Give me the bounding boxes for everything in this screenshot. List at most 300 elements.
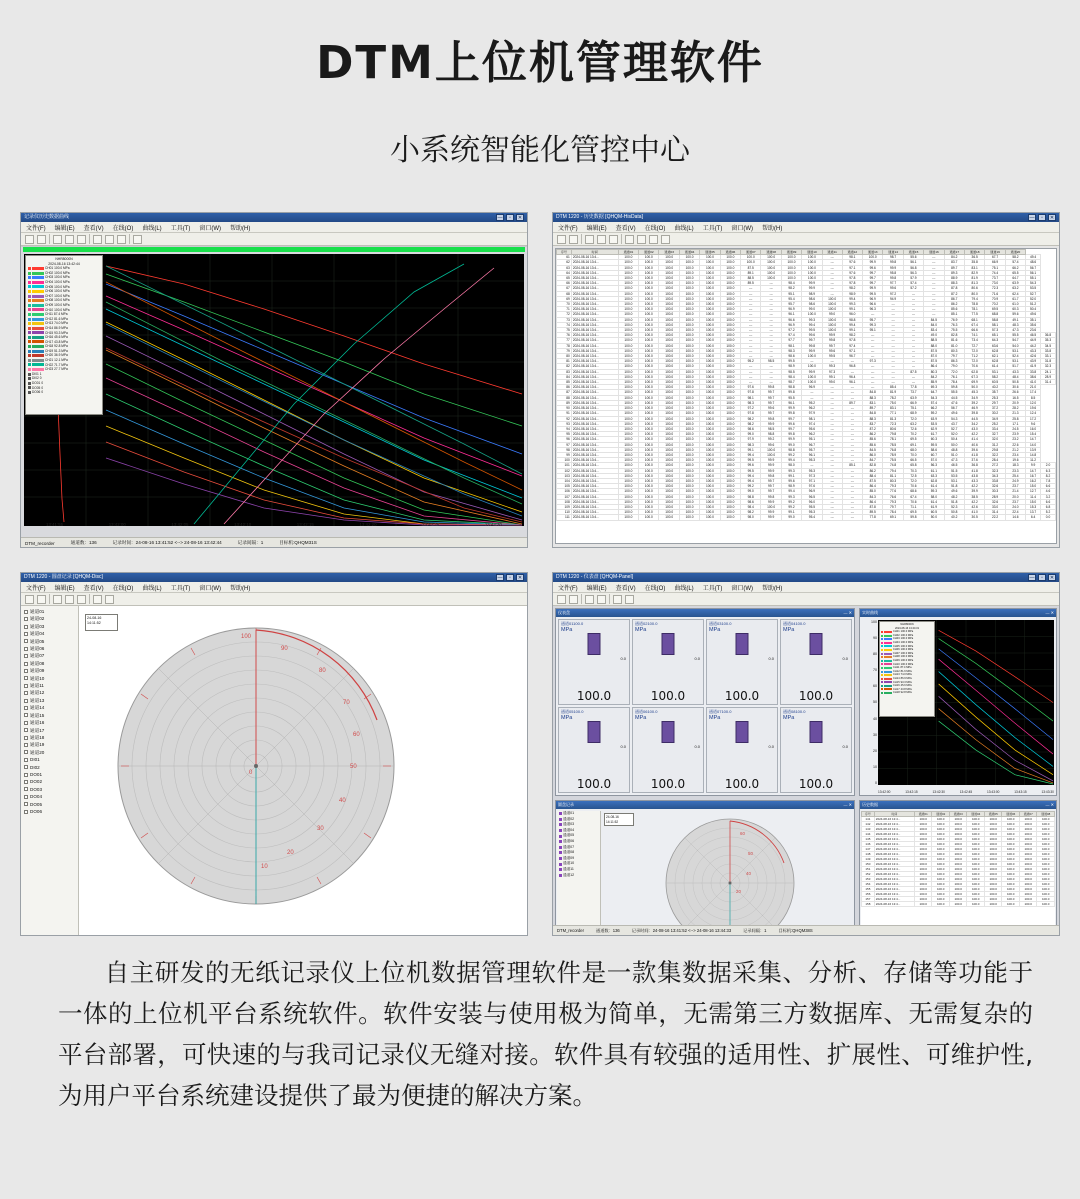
cell-value: 100.0 bbox=[1037, 827, 1055, 832]
cell-time: 2024-08-16 13:4... bbox=[874, 887, 914, 892]
menu-edit[interactable]: 编辑(E) bbox=[54, 585, 75, 592]
table-row[interactable] bbox=[862, 887, 1055, 892]
channel-label: 通道14 bbox=[30, 705, 45, 711]
channel-list-item[interactable] bbox=[24, 675, 78, 682]
save-icon[interactable] bbox=[569, 235, 578, 244]
cell-value: 99.1 bbox=[822, 374, 842, 379]
col-ch08[interactable]: 通道08 bbox=[761, 250, 781, 255]
legend-value: 87.4 MPa bbox=[53, 312, 68, 317]
gauge-tile[interactable] bbox=[780, 619, 852, 705]
cell-time: 2024-08-16 13:4... bbox=[571, 437, 618, 442]
menu-file[interactable]: 文件(F) bbox=[26, 585, 46, 592]
panel-controls[interactable] bbox=[1046, 609, 1054, 617]
cell-value: 100.0 bbox=[822, 307, 842, 312]
channel-list-item[interactable] bbox=[24, 778, 78, 785]
checkbox-icon[interactable] bbox=[24, 639, 28, 643]
cell-value: --- bbox=[761, 338, 781, 343]
gauge-tile[interactable] bbox=[558, 707, 630, 793]
maximize-icon[interactable]: ▫ bbox=[506, 574, 514, 581]
panel-minimize-icon[interactable]: — bbox=[1045, 802, 1050, 807]
table-row[interactable] bbox=[862, 862, 1055, 867]
menu-view[interactable]: 查看(V) bbox=[83, 585, 104, 592]
menu-help[interactable]: 帮助(H) bbox=[230, 585, 251, 592]
window-controls[interactable] bbox=[1028, 214, 1056, 221]
legend-bar bbox=[32, 336, 44, 339]
cell-value: 29.7 bbox=[985, 400, 1005, 405]
legend-value: 100.0 MPa bbox=[900, 651, 914, 655]
col-ch03[interactable]: 通道03 bbox=[659, 250, 679, 255]
cell-value: 61.7 bbox=[1005, 296, 1025, 301]
menu-window[interactable]: 窗口(W) bbox=[199, 585, 222, 592]
table-row[interactable] bbox=[862, 877, 1055, 882]
cell-value: 97.9 bbox=[802, 411, 822, 416]
cell-value: 95.3 bbox=[802, 468, 822, 473]
close-icon[interactable]: ✕ bbox=[517, 575, 523, 581]
checkbox-icon[interactable] bbox=[24, 713, 28, 717]
panel-close-icon[interactable]: ✕ bbox=[1050, 610, 1054, 615]
table-column-header[interactable]: 通道05 bbox=[984, 812, 1002, 817]
channel-list-item[interactable] bbox=[24, 764, 78, 771]
y-tick: 40 bbox=[873, 716, 877, 721]
col-ch20[interactable]: 通道20 bbox=[1005, 250, 1025, 255]
col-ch18[interactable]: 通道18 bbox=[964, 250, 984, 255]
checkbox-icon[interactable] bbox=[24, 625, 28, 629]
pause-icon[interactable] bbox=[105, 235, 114, 244]
cell-value: 97.7 bbox=[883, 281, 903, 286]
next-page-icon[interactable] bbox=[649, 235, 658, 244]
checkbox-icon[interactable] bbox=[24, 750, 28, 754]
cell-value: 98.2 bbox=[741, 421, 761, 426]
paragraph-text: 自主研发的无纸记录仪上位机数据管理软件是一款集数据采集、分析、存储等功能于一体的上位机平台系统软件。软件安装与使用极为简单，无需第三方数据库、无需复杂的平台部署，可快速的与我司记录仪无缝对接。软件具有较强的适用性、扩展性、可维护性,为用户平台系统建设提供了最为便捷的解决方案。 bbox=[58, 958, 1033, 1110]
save-icon[interactable] bbox=[569, 595, 578, 604]
table-row[interactable] bbox=[862, 857, 1055, 862]
menu-tools[interactable]: 工具(T) bbox=[702, 225, 723, 232]
zoom-out-icon[interactable] bbox=[77, 595, 86, 604]
menu-view[interactable]: 查看(V) bbox=[615, 585, 636, 592]
cell-value: --- bbox=[924, 312, 944, 317]
checkbox-icon[interactable] bbox=[24, 610, 28, 614]
checkbox-icon[interactable] bbox=[24, 662, 28, 666]
cell-value: 100.0 bbox=[932, 892, 950, 897]
stop-icon[interactable] bbox=[105, 595, 114, 604]
channel-list-item[interactable] bbox=[24, 741, 78, 748]
cell-value: 100.0 bbox=[659, 333, 679, 338]
cell-value: 87.5 bbox=[741, 265, 761, 270]
col-ch07[interactable]: 通道07 bbox=[741, 250, 761, 255]
print-icon[interactable] bbox=[53, 235, 62, 244]
col-ch16[interactable]: 通道16 bbox=[924, 250, 944, 255]
menu-help[interactable]: 帮助(H) bbox=[762, 225, 783, 232]
cell-value: 53.1 bbox=[1005, 359, 1025, 364]
print-icon[interactable] bbox=[53, 595, 62, 604]
toolbar[interactable] bbox=[21, 593, 527, 606]
minimize-icon[interactable]: — bbox=[497, 575, 503, 581]
menu-file[interactable]: 文件(F) bbox=[26, 225, 46, 232]
trend-plot-area[interactable] bbox=[24, 254, 524, 526]
cell-value: 17.1 bbox=[1005, 421, 1025, 426]
channel-list-item[interactable] bbox=[24, 786, 78, 793]
cell-value: 100.0 bbox=[967, 837, 985, 842]
menu-help[interactable]: 帮助(H) bbox=[762, 585, 783, 592]
channel-list-item[interactable] bbox=[24, 697, 78, 704]
table-column-header[interactable]: 通道01 bbox=[914, 812, 932, 817]
save-icon[interactable] bbox=[37, 235, 46, 244]
col-ch02[interactable]: 通道02 bbox=[639, 250, 659, 255]
table-row[interactable] bbox=[862, 832, 1055, 837]
channel-list-item[interactable] bbox=[24, 727, 78, 734]
legend-channel: CH06 bbox=[893, 648, 900, 652]
table-column-header[interactable]: 通道07 bbox=[1019, 812, 1037, 817]
filter-icon[interactable] bbox=[609, 235, 618, 244]
minimize-icon[interactable]: — bbox=[497, 215, 503, 221]
cell-value: --- bbox=[903, 338, 923, 343]
channel-list-item[interactable] bbox=[24, 793, 78, 800]
col-ch10[interactable]: 通道10 bbox=[802, 250, 822, 255]
table-row[interactable] bbox=[862, 847, 1055, 852]
menu-file[interactable]: 文件(F) bbox=[558, 225, 578, 232]
gauge-tile[interactable] bbox=[780, 707, 852, 793]
table-column-header[interactable]: 通道06 bbox=[1002, 812, 1020, 817]
cell-index: 93 bbox=[557, 421, 572, 426]
cell-value: 96.1 bbox=[781, 312, 801, 317]
cell-value: 100.0 bbox=[1037, 837, 1055, 842]
channel-list-item[interactable] bbox=[24, 608, 78, 615]
history-table-wrapper[interactable] bbox=[861, 811, 1055, 936]
open-icon[interactable] bbox=[557, 235, 566, 244]
menu-curve[interactable]: 曲线(L) bbox=[142, 225, 162, 232]
channel-list-item[interactable] bbox=[24, 645, 78, 652]
checkbox-icon[interactable] bbox=[24, 765, 28, 769]
col-ch12[interactable]: 通道12 bbox=[842, 250, 862, 255]
zoom-in-icon[interactable] bbox=[65, 595, 74, 604]
window-controls[interactable] bbox=[496, 214, 524, 221]
menu-window[interactable]: 窗口(W) bbox=[199, 225, 222, 232]
panel-controls[interactable] bbox=[1046, 801, 1054, 809]
layout-icon[interactable] bbox=[585, 595, 594, 604]
stop-icon[interactable] bbox=[117, 235, 126, 244]
table-row[interactable] bbox=[862, 837, 1055, 842]
cell-value: 25.8 bbox=[1005, 416, 1025, 421]
table-row[interactable] bbox=[862, 902, 1055, 907]
table-column-header[interactable]: 通道02 bbox=[932, 812, 950, 817]
menu-help[interactable]: 帮助(H) bbox=[230, 225, 251, 232]
gauge-tile[interactable] bbox=[558, 619, 630, 705]
checkbox-icon[interactable] bbox=[24, 787, 28, 791]
legend-title: NHR8000N bbox=[900, 623, 914, 626]
legend-item[interactable] bbox=[881, 691, 933, 695]
maximize-icon[interactable]: ▫ bbox=[1038, 574, 1046, 581]
checkbox-icon[interactable] bbox=[24, 728, 28, 732]
window-title: 记录仪历史数据曲线 bbox=[24, 214, 70, 220]
cell-value: 99.7 bbox=[761, 484, 781, 489]
gauge-tile[interactable] bbox=[706, 707, 778, 793]
panel-minimize-icon[interactable]: — bbox=[843, 802, 848, 807]
legend-item[interactable] bbox=[28, 390, 100, 395]
disc-chart[interactable] bbox=[91, 616, 421, 926]
menu-edit[interactable]: 编辑(E) bbox=[586, 225, 607, 232]
open-icon[interactable] bbox=[557, 595, 566, 604]
checkbox-icon[interactable] bbox=[24, 684, 28, 688]
channel-list-item[interactable] bbox=[24, 749, 78, 756]
cell-time: 2024-08-16 13:4... bbox=[874, 852, 914, 857]
table-row[interactable] bbox=[862, 852, 1055, 857]
checkbox-icon[interactable] bbox=[24, 654, 28, 658]
channel-list-item[interactable] bbox=[24, 615, 78, 622]
checkbox-icon[interactable] bbox=[24, 773, 28, 777]
cell-value: 96.6 bbox=[863, 302, 883, 307]
channel-list-item[interactable] bbox=[24, 704, 78, 711]
menu-edit[interactable]: 编辑(E) bbox=[586, 585, 607, 592]
window-controls[interactable] bbox=[496, 574, 524, 581]
gauge-tile[interactable] bbox=[706, 619, 778, 705]
export-icon[interactable] bbox=[585, 235, 594, 244]
legend-channel: DO06 bbox=[32, 390, 41, 395]
history-table-wrapper[interactable] bbox=[555, 248, 1057, 544]
minimize-icon[interactable]: — bbox=[1029, 575, 1035, 581]
gauge-setpoint: 100.0 bbox=[573, 621, 584, 626]
checkbox-icon[interactable] bbox=[24, 617, 28, 621]
col-ch17[interactable]: 通道17 bbox=[944, 250, 964, 255]
cell-value: 100.0 bbox=[618, 374, 638, 379]
legend-bar bbox=[884, 667, 892, 669]
cell-value: 99.6 bbox=[781, 421, 801, 426]
panel-minimize-icon[interactable]: — bbox=[843, 610, 848, 615]
channel-list-item[interactable] bbox=[24, 808, 78, 815]
menu-online[interactable]: 在线(O) bbox=[112, 225, 134, 232]
channel-list-item[interactable] bbox=[24, 660, 78, 667]
channel-list-item[interactable] bbox=[24, 689, 78, 696]
cell-value: 51.8 bbox=[944, 484, 964, 489]
minimize-icon[interactable]: — bbox=[1029, 215, 1035, 221]
maximize-icon[interactable]: ▫ bbox=[1038, 214, 1046, 221]
table-column-header[interactable]: 通道04 bbox=[967, 812, 985, 817]
cell-value: 100.0 bbox=[1019, 867, 1037, 872]
legend-swatch bbox=[881, 692, 883, 694]
channel-list-item[interactable] bbox=[24, 638, 78, 645]
col-ch01[interactable]: 通道01 bbox=[618, 250, 638, 255]
table-row[interactable] bbox=[557, 515, 1056, 520]
cell-value: 70.6 bbox=[903, 499, 923, 504]
table-column-header[interactable]: 通道08 bbox=[1037, 812, 1055, 817]
last-page-icon[interactable] bbox=[661, 235, 670, 244]
legend-value: 100.0 MPa bbox=[54, 284, 70, 289]
stop-icon[interactable] bbox=[625, 595, 634, 604]
menu-online[interactable]: 在线(O) bbox=[112, 585, 134, 592]
cell-value: 14.7 bbox=[1026, 468, 1041, 473]
table-row[interactable] bbox=[862, 897, 1055, 902]
panel-close-icon[interactable]: ✕ bbox=[1050, 802, 1054, 807]
checkbox-icon[interactable] bbox=[24, 721, 28, 725]
cell-value: 99.6 bbox=[781, 478, 801, 483]
checkbox-icon[interactable] bbox=[24, 802, 28, 806]
legend-bar bbox=[32, 359, 44, 362]
cell-value: 9.6 bbox=[1026, 421, 1041, 426]
menu-file[interactable]: 文件(F) bbox=[558, 585, 578, 592]
cell-value: 100.0 bbox=[984, 887, 1002, 892]
menu-online[interactable]: 在线(O) bbox=[644, 585, 666, 592]
cell-value: 100.0 bbox=[700, 343, 720, 348]
play-icon[interactable] bbox=[93, 235, 102, 244]
checkbox-icon[interactable] bbox=[24, 632, 28, 636]
col-ch04[interactable]: 通道04 bbox=[679, 250, 699, 255]
table-row[interactable] bbox=[862, 842, 1055, 847]
zoom-out-icon[interactable] bbox=[77, 235, 86, 244]
col-ch13[interactable]: 通道13 bbox=[863, 250, 883, 255]
col-ch11[interactable]: 通道11 bbox=[822, 250, 842, 255]
legend-swatch bbox=[28, 267, 31, 270]
table-row[interactable] bbox=[862, 892, 1055, 897]
play-icon[interactable] bbox=[613, 595, 622, 604]
checkbox-icon[interactable] bbox=[24, 699, 28, 703]
table-row[interactable] bbox=[862, 882, 1055, 887]
menu-window[interactable]: 窗口(W) bbox=[731, 225, 754, 232]
channel-list-item[interactable] bbox=[24, 734, 78, 741]
menu-curve[interactable]: 曲线(L) bbox=[674, 585, 694, 592]
checkbox-icon[interactable] bbox=[24, 810, 28, 814]
maximize-icon[interactable]: ▫ bbox=[506, 214, 514, 221]
cell-value: 100.0 bbox=[618, 328, 638, 333]
col-ch15[interactable]: 通道15 bbox=[903, 250, 923, 255]
trend-plot-area[interactable] bbox=[878, 620, 1054, 785]
panel-minimize-icon[interactable]: — bbox=[1045, 610, 1050, 615]
menu-online[interactable]: 在线(O) bbox=[644, 225, 666, 232]
menu-curve[interactable]: 曲线(L) bbox=[142, 585, 162, 592]
save-icon[interactable] bbox=[37, 595, 46, 604]
menubar[interactable] bbox=[553, 582, 1059, 593]
legend-channel: CH09 bbox=[893, 658, 900, 662]
menu-window[interactable]: 窗口(W) bbox=[731, 585, 754, 592]
channel-list-item[interactable] bbox=[24, 682, 78, 689]
play-icon[interactable] bbox=[93, 595, 102, 604]
menubar[interactable] bbox=[21, 582, 527, 593]
panel-controls[interactable] bbox=[844, 609, 852, 617]
table-row[interactable] bbox=[862, 827, 1055, 832]
legend-channel: CH07 bbox=[893, 651, 900, 655]
prev-page-icon[interactable] bbox=[637, 235, 646, 244]
close-icon[interactable]: ✕ bbox=[1049, 575, 1055, 581]
channel-list-item[interactable] bbox=[24, 667, 78, 674]
toolbar-separator bbox=[49, 234, 50, 244]
checkbox-icon[interactable] bbox=[24, 669, 28, 673]
channel-list-item[interactable] bbox=[24, 756, 78, 763]
legend-time: 2024-08-16 13:42:44 bbox=[48, 261, 80, 266]
checkbox-icon[interactable] bbox=[24, 758, 28, 762]
disc-chart[interactable] bbox=[640, 813, 820, 936]
channel-label: 通道05 bbox=[563, 833, 575, 838]
menu-view[interactable]: 查看(V) bbox=[615, 225, 636, 232]
channel-list-item[interactable] bbox=[559, 873, 600, 879]
channel-list-item[interactable] bbox=[24, 623, 78, 630]
cell-value: 58.6 bbox=[924, 447, 944, 452]
checkbox-icon[interactable] bbox=[24, 795, 28, 799]
gauge-tile[interactable] bbox=[632, 707, 704, 793]
cell-value: 98.8 bbox=[781, 385, 801, 390]
cell-value: 80.6 bbox=[964, 286, 984, 291]
close-icon[interactable]: ✕ bbox=[1049, 215, 1055, 221]
cell-value: --- bbox=[863, 380, 883, 385]
open-icon[interactable] bbox=[25, 235, 34, 244]
gauge-bar bbox=[662, 633, 675, 655]
panel-close-icon[interactable]: ✕ bbox=[848, 802, 852, 807]
channel-list-item[interactable] bbox=[24, 801, 78, 808]
channel-list-item[interactable] bbox=[24, 771, 78, 778]
channel-label: 通道11 bbox=[563, 866, 574, 871]
refresh-icon[interactable] bbox=[597, 595, 606, 604]
cell-value: 88.4 bbox=[863, 473, 883, 478]
col-ch06[interactable]: 通道06 bbox=[720, 250, 740, 255]
cell-time: 2024-08-16 13:4... bbox=[571, 447, 618, 452]
cell-value: 23.7 bbox=[1005, 499, 1025, 504]
col-index[interactable]: 序号 bbox=[557, 250, 572, 255]
checkbox-icon[interactable] bbox=[24, 743, 28, 747]
channel-list-sidebar[interactable] bbox=[557, 811, 601, 936]
channel-list-item[interactable] bbox=[24, 719, 78, 726]
close-icon[interactable]: ✕ bbox=[517, 215, 523, 221]
table-column-header[interactable]: 通道03 bbox=[949, 812, 967, 817]
channel-list-sidebar[interactable] bbox=[21, 606, 79, 935]
col-ch05[interactable]: 通道05 bbox=[700, 250, 720, 255]
channel-list-item[interactable] bbox=[24, 652, 78, 659]
zoom-in-icon[interactable] bbox=[65, 235, 74, 244]
cell-value: 98.3 bbox=[781, 348, 801, 353]
col-ch14[interactable]: 通道14 bbox=[883, 250, 903, 255]
checkbox-icon[interactable] bbox=[24, 736, 28, 740]
menu-view[interactable]: 查看(V) bbox=[83, 225, 104, 232]
menu-tools[interactable]: 工具(T) bbox=[170, 585, 191, 592]
cell-value: --- bbox=[822, 442, 842, 447]
first-page-icon[interactable] bbox=[625, 235, 634, 244]
toolbar[interactable] bbox=[21, 233, 527, 246]
table-row[interactable] bbox=[862, 872, 1055, 877]
checkbox-icon[interactable] bbox=[24, 706, 28, 710]
channel-list-item[interactable] bbox=[24, 712, 78, 719]
cell-value: --- bbox=[761, 296, 781, 301]
col-ch09[interactable]: 通道09 bbox=[781, 250, 801, 255]
menu-edit[interactable]: 编辑(E) bbox=[54, 225, 75, 232]
menu-curve[interactable]: 曲线(L) bbox=[674, 225, 694, 232]
window-controls[interactable] bbox=[1028, 574, 1056, 581]
checkbox-icon[interactable] bbox=[24, 647, 28, 651]
legend-bar bbox=[884, 656, 892, 658]
menubar[interactable] bbox=[553, 222, 1059, 233]
checkbox-icon[interactable] bbox=[24, 691, 28, 695]
menu-tools[interactable]: 工具(T) bbox=[170, 225, 191, 232]
checkbox-icon[interactable] bbox=[24, 676, 28, 680]
panel-close-icon[interactable]: ✕ bbox=[848, 610, 852, 615]
panel-controls[interactable] bbox=[844, 801, 852, 809]
checkbox-icon[interactable] bbox=[24, 780, 28, 784]
cell-time: 2024-08-16 13:4... bbox=[571, 510, 618, 515]
table-row[interactable] bbox=[862, 817, 1055, 822]
gauge-tile[interactable] bbox=[632, 619, 704, 705]
channel-list-item[interactable] bbox=[24, 630, 78, 637]
col-ch19[interactable]: 通道19 bbox=[985, 250, 1005, 255]
table-row[interactable] bbox=[862, 822, 1055, 827]
toolbar[interactable] bbox=[553, 233, 1059, 246]
open-icon[interactable] bbox=[25, 595, 34, 604]
menu-tools[interactable]: 工具(T) bbox=[702, 585, 723, 592]
menubar[interactable] bbox=[21, 222, 527, 233]
table-column-header[interactable]: 序号 bbox=[862, 812, 875, 817]
panel-header bbox=[556, 801, 854, 809]
print-icon[interactable] bbox=[597, 235, 606, 244]
col-time[interactable]: 时间 bbox=[571, 250, 618, 255]
settings-icon[interactable] bbox=[133, 235, 142, 244]
toolbar[interactable] bbox=[553, 593, 1059, 606]
table-column-header[interactable]: 时间 bbox=[874, 812, 914, 817]
table-row[interactable] bbox=[862, 867, 1055, 872]
cell-value: 100.0 bbox=[700, 484, 720, 489]
